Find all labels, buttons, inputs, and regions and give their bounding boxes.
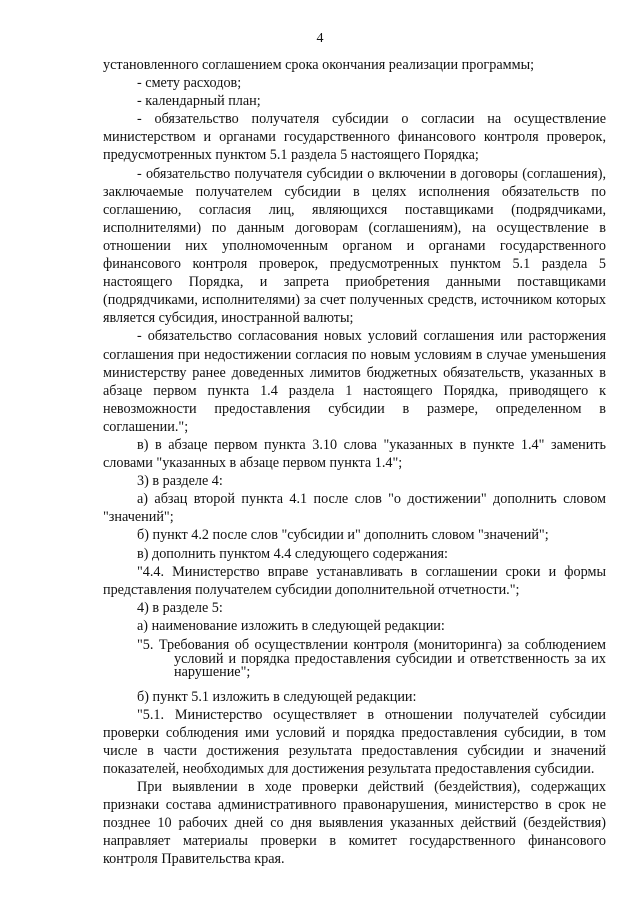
paragraph: в) дополнить пунктом 4.4 следующего содержания: — [137, 545, 448, 562]
paragraph: в) в абзаце первом пункта 3.10 слова "указанных в пункте 1.4" заменить словами "указанных в абзаце первом пункта 1.4"; — [103, 436, 606, 472]
list-item: - обязательство получателя субсидии о включении в договоры (соглашения), заключаемые получателем субсидии в целях исполнения обязательств по соглашению, согласия лиц, являющихся поставщиками (подрядчиками, исполнителями) по данным договорам (соглашениям), на осуществление в отношении них уполномоченным органом и органами государственного финансового контроля проверок, предусмотренных пунктом 5.1 раздела 5 настоящего Порядка, и запрета приобретения данными поставщиками (подрядчиками, исполнителями) за счет полученных средств, источником которых является субсидия, иностранной валюты; — [103, 165, 606, 327]
paragraph: установленного соглашением срока окончания реализации программы; — [103, 57, 535, 73]
paragraph: б) пункт 5.1 изложить в следующей редакции: — [137, 688, 417, 705]
paragraph: "5.1. Министерство осуществляет в отношении получателей субсидии проверки соблюдения ими условий и порядка предоставления субсидии, в том числе в части достижения результата предоставления субсидии и значений показателей, необходимых для достижения результата предоставления субсидии. — [103, 706, 606, 777]
list-item: - смету расходов; — [137, 75, 242, 92]
paragraph: а) наименование изложить в следующей редакции: — [137, 617, 445, 634]
paragraph: 3) в разделе 4: — [137, 473, 223, 490]
document-body — [103, 56, 606, 868]
list-item: - обязательство согласования новых условий соглашения или расторжения соглашения при недостижении согласия по новым условиям в случае уменьшения министерству ранее доведенных лимитов бюджетных обязательств, указанных в абзаце первом пункта 1.4 раздела 1 настоящего Порядка, приводящего к невозможности предоставления субсидии в размере, определенном в соглашении."; — [103, 328, 606, 435]
quoted-heading: "5. Требования об осуществлении контроля (мониторинга) за соблюдением условий и порядка предоставления субсидии и ответственность за их нарушение"; — [137, 637, 606, 680]
spacer — [103, 680, 606, 688]
paragraph: б) пункт 4.2 после слов "субсидии и" дополнить словом "значений"; — [137, 527, 549, 544]
paragraph: а) абзац второй пункта 4.1 после слов "о достижении" дополнить словом "значений"; — [103, 491, 606, 526]
list-item: - календарный план; — [137, 93, 261, 110]
paragraph: "4.4. Министерство вправе устанавливать в соглашении сроки и формы представления получателем субсидии дополнительной отчетности."; — [103, 563, 606, 598]
quoted-heading-block — [137, 635, 606, 680]
paragraph: При выявлении в ходе проверки действий (бездействия), содержащих признаки состава административного правонарушения, министерство в срок не позднее 10 рабочих дней со дня выявления указанных действий (бездействия) направляет материалы проверки в комитет государственного финансового контроля Правительства края. — [103, 778, 606, 868]
list-item: - обязательство получателя субсидии о согласии на осуществление министерством и органами государственного финансового контроля проверок, предусмотренных пунктом 5.1 раздела 5 настоящего Порядка; — [103, 111, 606, 164]
paragraph: 4) в разделе 5: — [137, 599, 223, 616]
page-number: 4 — [316, 31, 324, 46]
